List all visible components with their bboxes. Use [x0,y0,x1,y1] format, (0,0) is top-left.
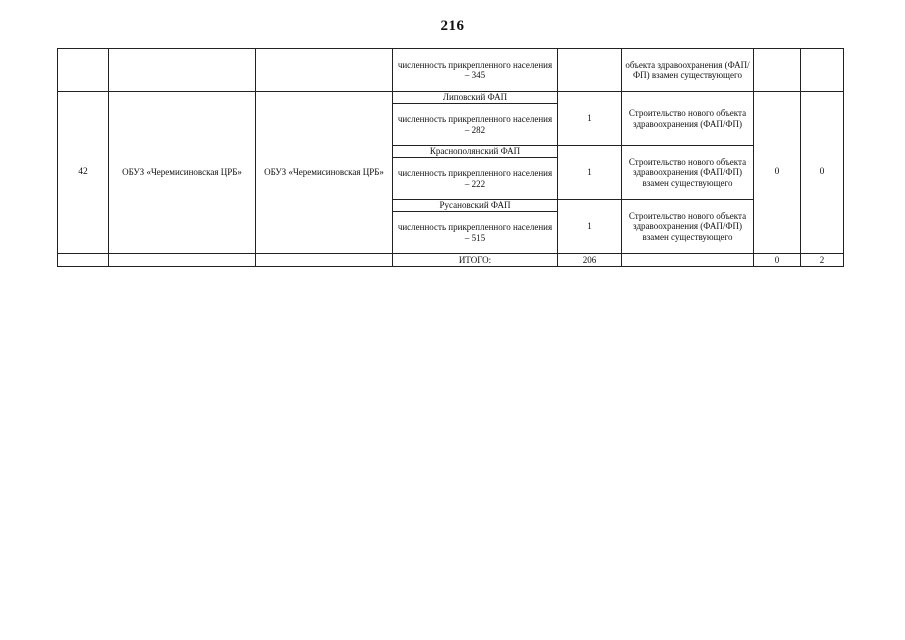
cell-population: численность прикрепленного населения – 345 [393,49,558,92]
cell-org-a: ОБУЗ «Черемисиновская ЦРБ» [109,92,256,254]
table-row-continued [58,49,844,92]
cell-population: численность прикрепленного населения – 515 [393,212,558,254]
cell-population: численность прикрепленного населения – 222 [393,158,558,200]
cell-col8: 0 [754,92,801,254]
cell-fap-name: Русановский ФАП [393,200,558,212]
fap-table [57,48,844,267]
cell-col9-empty [801,49,844,92]
table-row-total [58,254,844,267]
cell-count: 1 [558,92,622,146]
cell-fap-name: Краснополянский ФАП [393,146,558,158]
cell-org-b: ОБУЗ «Черемисиновская ЦРБ» [256,92,393,254]
cell-total-col9: 2 [801,254,844,267]
cell-population: численность прикрепленного населения – 282 [393,104,558,146]
cell-total-empty [256,254,393,267]
cell-row-number: 42 [58,92,109,254]
cell-col9: 0 [801,92,844,254]
cell-action: объекта здравоохранения (ФАП/ФП) взамен существующего [622,49,754,92]
cell-count: 1 [558,146,622,200]
cell-org-b-empty [256,49,393,92]
cell-total-empty [622,254,754,267]
cell-count-empty [558,49,622,92]
cell-fap-name: Липовский ФАП [393,92,558,104]
cell-total-col8: 0 [754,254,801,267]
cell-org-a-empty [109,49,256,92]
page-number: 216 [440,18,465,34]
cell-total-label: ИТОГО: [393,254,558,267]
cell-total-empty [58,254,109,267]
cell-action: Строительство нового объекта здравоохранения (ФАП/ФП) [622,92,754,146]
cell-action: Строительство нового объекта здравоохранения (ФАП/ФП) взамен существующего [622,146,754,200]
cell-total-empty [109,254,256,267]
cell-number-empty [58,49,109,92]
table-row [58,92,844,104]
cell-count: 1 [558,200,622,254]
cell-col8-empty [754,49,801,92]
cell-total-count: 206 [558,254,622,267]
cell-action: Строительство нового объекта здравоохранения (ФАП/ФП) взамен существующего [622,200,754,254]
